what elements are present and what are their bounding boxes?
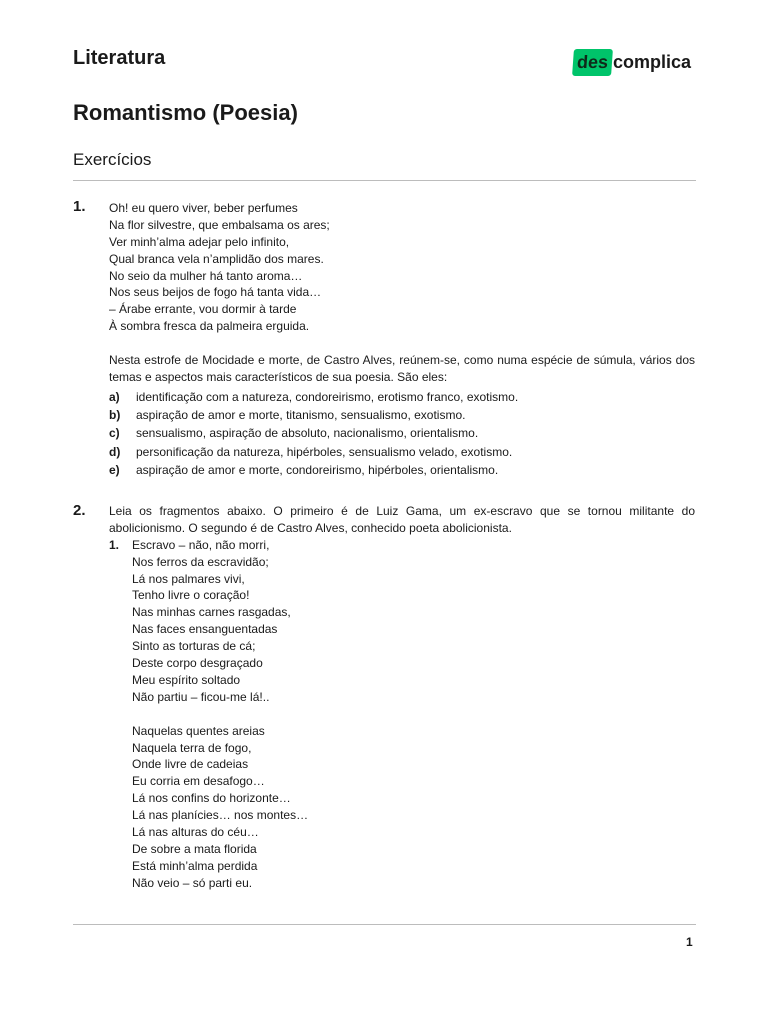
option-c[interactable] bbox=[109, 425, 695, 443]
poem-line: Deste corpo desgraçado bbox=[132, 656, 263, 671]
question-1 bbox=[109, 200, 695, 480]
footer-divider bbox=[73, 924, 696, 925]
poem-line: Está minh’alma perdida bbox=[132, 858, 258, 873]
poem-line: Meu espírito soltado bbox=[132, 672, 241, 687]
question-2-number: 2. bbox=[73, 502, 86, 519]
poem-line: Oh! eu quero viver, beber perfumes bbox=[109, 201, 298, 215]
option-letter: b) bbox=[109, 408, 121, 423]
poem-line: Não veio – só parti eu. bbox=[132, 875, 253, 890]
option-text: aspiração de amor e morte, condoreirismo, hipérboles, orientalismo. bbox=[136, 463, 499, 478]
poem-line: – Árabe errante, vou dormir à tarde bbox=[109, 302, 297, 317]
poem-line: Tenho livre o coração! bbox=[132, 588, 250, 603]
descomplica-logo bbox=[573, 47, 691, 77]
option-d[interactable] bbox=[109, 443, 695, 461]
poem-line: Lá nas alturas do céu… bbox=[132, 824, 259, 839]
logo-text: complica bbox=[613, 52, 692, 72]
option-letter: d) bbox=[109, 444, 121, 459]
poem-line: Nas faces ensanguentadas bbox=[132, 622, 278, 637]
option-letter: a) bbox=[109, 389, 120, 404]
option-a[interactable] bbox=[109, 388, 695, 406]
poem-line: Lá nos confins do horizonte… bbox=[132, 791, 291, 806]
question-2-statement: Leia os fragmentos abaixo. O primeiro é de Luiz Gama, um ex-escravo que se tornou militante do abolicionismo. O segundo é de Castro Alves, conhecido poeta abolicionista. bbox=[109, 504, 695, 535]
subject-heading: Literatura bbox=[73, 47, 166, 69]
page-title: Romantismo (Poesia) bbox=[73, 100, 298, 125]
poem-line: Onde livre de cadeias bbox=[132, 757, 249, 772]
poem-line: Qual branca vela n’amplidão dos mares. bbox=[109, 251, 324, 266]
poem-line: No seio da mulher há tanto aroma… bbox=[109, 268, 303, 283]
option-text: sensualismo, aspiração de absoluto, nacionalismo, orientalismo. bbox=[136, 426, 479, 441]
poem-line: Ver minh’alma adejar pelo infinito, bbox=[109, 234, 290, 249]
poem-line: Naquelas quentes areias bbox=[132, 723, 265, 738]
fragment-1 bbox=[109, 537, 695, 892]
poem-line: Naquela terra de fogo, bbox=[132, 740, 252, 755]
header-divider bbox=[73, 180, 696, 181]
fragment-1-poem bbox=[132, 537, 695, 892]
option-text: personificação da natureza, hipérboles, sensualismo velado, exotismo. bbox=[136, 444, 513, 459]
poem-line: Na flor silvestre, que embalsama os ares; bbox=[109, 217, 330, 232]
logo-badge: des bbox=[572, 49, 613, 76]
poem-line: Nas minhas carnes rasgadas, bbox=[132, 605, 291, 620]
option-letter: e) bbox=[109, 463, 120, 478]
fragment-number: 1. bbox=[109, 537, 120, 552]
stanza-gap bbox=[132, 706, 695, 723]
question-1-number: 1. bbox=[73, 198, 86, 215]
poem-line: Lá nas planícies… nos montes… bbox=[132, 808, 309, 823]
poem-line: Nos ferros da escravidão; bbox=[132, 554, 269, 569]
poem-line: Escravo – não, não morri, bbox=[132, 537, 270, 552]
option-b[interactable] bbox=[109, 406, 695, 424]
poem-line: Nos seus beijos de fogo há tanta vida… bbox=[109, 285, 322, 300]
poem-line: Sinto as torturas de cá; bbox=[132, 639, 256, 654]
poem-line: De sobre a mata florida bbox=[132, 841, 257, 856]
question-2 bbox=[109, 503, 695, 892]
poem-line: Lá nos palmares vivi, bbox=[132, 571, 245, 586]
option-text: aspiração de amor e morte, titanismo, sensualismo, exotismo. bbox=[136, 408, 466, 423]
question-1-poem bbox=[109, 200, 695, 335]
question-1-statement: Nesta estrofe de Mocidade e morte, de Castro Alves, reúnem-se, como numa espécie de súmula, vários dos temas e aspectos mais característicos de sua poesia. São eles: bbox=[109, 353, 695, 385]
question-1-options bbox=[109, 388, 695, 480]
poem-line: Eu corria em desafogo… bbox=[132, 774, 265, 789]
option-e[interactable] bbox=[109, 462, 695, 480]
page-number: 1 bbox=[686, 935, 693, 949]
section-heading: Exercícios bbox=[73, 150, 152, 169]
option-text: identificação com a natureza, condoreirismo, erotismo franco, exotismo. bbox=[136, 389, 519, 404]
option-letter: c) bbox=[109, 426, 120, 441]
poem-line: Não partiu – ficou-me lá!.. bbox=[132, 689, 270, 704]
poem-line: À sombra fresca da palmeira erguida. bbox=[109, 319, 310, 334]
